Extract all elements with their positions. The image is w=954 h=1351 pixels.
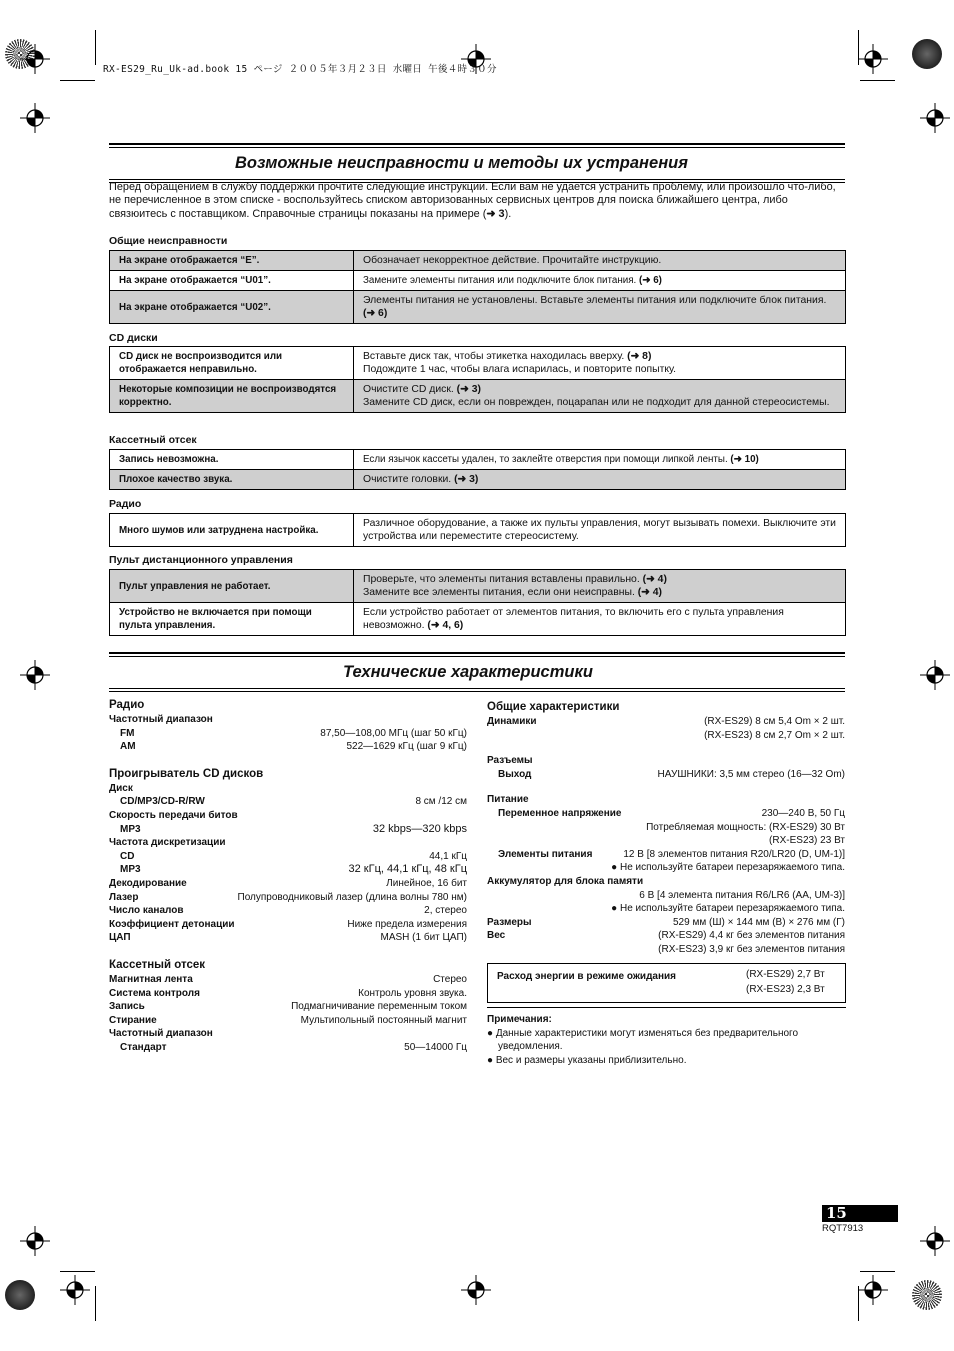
- registration-mark: [60, 1275, 90, 1305]
- solution-cell: Различное оборудование, а также их пульты управления, могут вызывать помехи. Выключите эти устройства или переместите стереосистему.: [354, 514, 846, 547]
- spec-key: Частотный диапазон: [109, 1028, 213, 1040]
- spec-value: Потребляемая мощность: (RX-ES29) 30 Вт: [646, 821, 845, 833]
- solution-cell: Элементы питания не установлены. Вставьте элементы питания или подключите блок питания. (➜ 6): [354, 291, 846, 324]
- spec-row: [109, 836, 467, 850]
- solution-cell: Очистите головки. (➜ 3): [354, 470, 846, 490]
- spec-heading: Кассетный отсек: [109, 958, 206, 971]
- troubleshooting-table-cd: [109, 346, 846, 413]
- registration-mark: [920, 1226, 950, 1256]
- spec-row: [487, 861, 845, 875]
- spec-row: [109, 904, 467, 918]
- section-label-cassette: Кассетный отсек: [109, 434, 197, 446]
- spec-value: Полупроводниковый лазер (длина волны 780 нм): [237, 891, 467, 903]
- problem-cell: Много шумов или затруднена настройка.: [110, 514, 354, 547]
- spec-row: [487, 848, 845, 862]
- crop-line: [95, 1286, 96, 1321]
- spec-row: [109, 931, 467, 945]
- spec-value: 6 В [4 элемента питания R6/LR6 (AA, UM-3)]: [639, 889, 845, 901]
- spec-key: Динамики: [487, 716, 537, 727]
- spec-value: Мультипольный постоянный магнит: [300, 1014, 467, 1026]
- problem-cell: На экране отображается “U02”.: [110, 291, 354, 324]
- spec-key: AM: [120, 741, 136, 753]
- registration-mark: [20, 44, 50, 74]
- spec-row: [109, 973, 467, 987]
- spec-row: [109, 713, 467, 727]
- spec-value: (RX-ES23) 3,9 кг без элементов питания: [658, 943, 845, 955]
- spec-row: [487, 929, 845, 943]
- note-item: ● Данные характеристики могут изменяться без предварительного уведомления.: [487, 1027, 799, 1053]
- spec-value: 32 кГц, 44,1 кГц, 48 кГц: [348, 863, 467, 876]
- spec-row: [487, 715, 845, 729]
- spec-key: Разъемы: [487, 755, 533, 767]
- troubleshooting-row: [110, 450, 846, 470]
- standby-value: (RX-ES23) 2,3 Вт: [746, 984, 825, 995]
- file-header: RX-ES29_Ru_Uk-ad.book 15 ページ ２００５年３月２３日 水曜日 午後４時３０分: [103, 64, 497, 75]
- spec-key: Элементы питания: [498, 848, 593, 860]
- troubleshooting-row: [110, 380, 846, 413]
- spec-value: Стерео: [433, 973, 467, 985]
- note-item: ● Вес и размеры указаны приблизительно.: [487, 1054, 687, 1066]
- spec-value: НАУШНИКИ: 3,5 мм стерео (16—32 Om): [657, 768, 845, 780]
- spec-key: Частота дискретизации: [109, 837, 226, 849]
- specs-left-column: [109, 697, 467, 1054]
- spec-row: [109, 782, 467, 796]
- spec-row: [109, 1000, 467, 1014]
- spec-row: [487, 793, 845, 807]
- troubleshooting-table-radio: [109, 513, 846, 547]
- spec-key: Стандарт: [120, 1041, 167, 1053]
- spec-row: [487, 902, 845, 916]
- crop-line: [60, 80, 95, 81]
- spec-key: Питание: [487, 794, 529, 806]
- spec-row: [109, 1027, 467, 1041]
- registration-mark: [858, 44, 888, 74]
- spec-row: [109, 877, 467, 891]
- intro-paragraph: Перед обращением в службу поддержки прочтите следующие инструкции. Если вам не удается устранить проблему, или произошло что-либо, не перечисленное в этом списке - воспользуйтесь списком авторизованных сервисных центров для поиска ближайшего центра, либо связюитесь с поставщиком. Справочные страницы показаны на примере (➜ 3).: [109, 181, 836, 220]
- spec-heading: Общие характеристики: [487, 701, 620, 713]
- notes-divider: [487, 1007, 846, 1008]
- registration-mark: [920, 103, 950, 133]
- spec-value: 2, стерео: [424, 905, 467, 917]
- specs-right-column: [487, 699, 845, 957]
- crop-line: [858, 30, 859, 65]
- spec-value: 230—240 В, 50 Гц: [761, 807, 845, 819]
- spec-key: Аккумулятор для блока памяти: [487, 875, 644, 887]
- spec-row: [487, 729, 845, 743]
- troubleshooting-row: [110, 291, 846, 324]
- model-code: RQT7913: [822, 1223, 864, 1234]
- spec-value: Подмагничивание переменным током: [291, 1001, 467, 1013]
- spec-value: 50—14000 Гц: [404, 1041, 467, 1053]
- spec-value: Линейное, 16 бит: [386, 877, 467, 889]
- problem-cell: Запись невозможна.: [110, 450, 354, 470]
- notes-heading: Примечания:: [487, 1014, 552, 1025]
- spec-row: [109, 863, 467, 877]
- solution-cell: Очистите CD диск. (➜ 3) Замените CD диск, если он поврежден, поцарапан или не подходит для данной стереосистемы.: [354, 380, 846, 413]
- spec-row: [109, 987, 467, 1001]
- troubleshooting-table-remote: [109, 569, 846, 636]
- spec-key: Коэффициент детонации: [109, 918, 235, 930]
- spec-row: [109, 795, 467, 809]
- crop-line: [60, 1271, 95, 1272]
- troubleshooting-row: [110, 514, 846, 547]
- spec-key: Переменное напряжение: [498, 807, 622, 819]
- spec-key: CD/MP3/CD-R/RW: [120, 796, 205, 808]
- spec-key: Число каналов: [109, 905, 184, 917]
- spec-value: (RX-ES29) 4,4 кг без элементов питания: [658, 930, 845, 942]
- registration-mark: [858, 1275, 888, 1305]
- spec-value: 8 см /12 см: [415, 796, 467, 808]
- problem-cell: Некоторые композиции не воспроизводятся корректно.: [110, 380, 354, 413]
- page-number: 15: [826, 1204, 847, 1222]
- crop-line: [860, 1271, 895, 1272]
- spec-key: Запись: [109, 1001, 145, 1013]
- spec-key: Лазер: [109, 891, 139, 903]
- solution-cell: Проверьте, что элементы питания вставлены правильно. (➜ 4) Замените все элементы питания, если они неисправны. (➜ 4): [354, 570, 846, 603]
- troubleshooting-title-band: [109, 143, 845, 183]
- spec-key: MP3: [120, 864, 141, 876]
- standby-value: (RX-ES29) 2,7 Вт: [746, 969, 825, 980]
- notes: [487, 1013, 844, 1067]
- standby-power-box: [487, 963, 846, 1003]
- spec-row: [487, 807, 845, 821]
- spec-value: 522—1629 кГц (шаг 9 кГц): [346, 741, 467, 753]
- spec-row: [109, 1014, 467, 1028]
- solution-cell: Вставьте диск так, чтобы этикетка находилась вверху. (➜ 8) Подождите 1 час, чтобы влага испарилась, и повторите попытку.: [354, 347, 846, 380]
- specs-title: Технические характеристики: [343, 662, 593, 681]
- registration-mark: [461, 1275, 491, 1305]
- spec-key: Выход: [498, 768, 532, 780]
- spec-key: ЦАП: [109, 932, 131, 944]
- solution-cell: Замените элементы питания или подключите блок питания. (➜ 6): [354, 271, 846, 291]
- solution-cell: Обозначает некорректное действие. Прочитайте инструкцию.: [354, 251, 846, 271]
- spec-heading: Проигрыватель CD дисков: [109, 767, 264, 780]
- troubleshooting-row: [110, 570, 846, 603]
- problem-cell: Плохое качество звука.: [110, 470, 354, 490]
- spec-row: [487, 821, 845, 835]
- problem-cell: Устройство не включается при помощи пульта управления.: [110, 603, 354, 636]
- density-mark-bottom-left: [5, 1280, 35, 1310]
- troubleshooting-row: [110, 470, 846, 490]
- spec-value: (RX-ES29) 8 см 5,4 Om × 2 шт.: [704, 716, 845, 727]
- spec-row: [487, 754, 845, 768]
- spec-row: [109, 809, 467, 823]
- spec-key: Размеры: [487, 916, 532, 928]
- color-wheel-mark-bottom-right: [912, 1280, 942, 1310]
- spec-value: 87,50—108,00 МГц (шаг 50 кГц): [320, 727, 467, 739]
- spec-value: 32 kbps—320 kbps: [372, 822, 467, 835]
- section-label-general: Общие неисправности: [109, 235, 228, 247]
- spec-row: [487, 943, 845, 957]
- spec-value: (RX-ES23) 23 Вт: [769, 835, 845, 847]
- spec-key: Магнитная лента: [109, 973, 193, 985]
- spec-row: [109, 918, 467, 932]
- spec-row: [109, 1041, 467, 1055]
- troubleshooting-row: [110, 251, 846, 271]
- spec-key: Стирание: [109, 1014, 157, 1026]
- spec-value: 529 мм (Ш) × 144 мм (В) × 276 мм (Г): [673, 916, 845, 928]
- crop-line: [860, 80, 895, 81]
- spec-key: MP3: [120, 823, 141, 835]
- troubleshooting-title: Возможные неисправности и методы их устранения: [235, 153, 688, 172]
- spec-key: Частотный диапазон: [109, 714, 213, 725]
- registration-mark: [920, 660, 950, 690]
- spec-row: [109, 823, 467, 837]
- troubleshooting-row: [110, 271, 846, 291]
- spec-value: Ниже предела измерения: [347, 918, 467, 930]
- solution-cell: Если язычок кассеты удален, то заклейте отверстия при помощи липкой ленты. (➜ 10): [354, 450, 846, 470]
- spec-key: Декодирование: [109, 877, 187, 889]
- spec-key: Диск: [109, 782, 133, 794]
- spec-heading: Радио: [109, 699, 145, 711]
- section-label-radio: Радио: [109, 498, 142, 510]
- troubleshooting-table-cassette: [109, 449, 846, 490]
- solution-cell: Если устройство работает от элементов питания, то включить его с пульта управления невозможно. (➜ 4, 6): [354, 603, 846, 636]
- troubleshooting-row: [110, 347, 846, 380]
- standby-label: Расход энергии в режиме ожидания: [497, 971, 676, 982]
- problem-cell: CD диск не воспроизводится или отображается неправильно.: [110, 347, 354, 380]
- spec-value: MASH (1 бит ЦАП): [380, 932, 467, 944]
- spec-value: ● Не используйте батареи перезаряжаемого типа.: [611, 862, 845, 874]
- spec-row: [487, 834, 845, 848]
- problem-cell: Пульт управления не работает.: [110, 570, 354, 603]
- spec-value: (RX-ES23) 8 см 2,7 Om × 2 шт.: [704, 729, 845, 741]
- spec-key: Вес: [487, 930, 506, 942]
- spec-value: 44,1 кГц: [429, 850, 467, 862]
- spec-row: [109, 727, 467, 741]
- spec-row: [109, 891, 467, 905]
- crop-line: [858, 1286, 859, 1321]
- problem-cell: На экране отображается “E”.: [110, 251, 354, 271]
- crop-line: [95, 30, 96, 65]
- spec-row: [487, 875, 845, 889]
- section-label-remote: Пульт дистанционного управления: [109, 554, 293, 566]
- spec-row: [487, 768, 845, 782]
- spec-row: [487, 916, 845, 930]
- spec-key: Скорость передачи битов: [109, 809, 238, 821]
- registration-mark: [20, 660, 50, 690]
- spec-row: [487, 889, 845, 903]
- spec-key: Система контроля: [109, 987, 200, 999]
- specs-title-band: [109, 652, 845, 692]
- troubleshooting-row: [110, 603, 846, 636]
- spec-key: CD: [120, 850, 135, 862]
- spec-value: 12 В [8 элементов питания R20/LR20 (D, UM-1)]: [623, 848, 845, 860]
- spec-row: [109, 850, 467, 864]
- problem-cell: На экране отображается “U01”.: [110, 271, 354, 291]
- density-mark-top-right: [912, 39, 942, 69]
- spec-value: ● Не используйте батареи перезаряжаемого типа.: [611, 903, 845, 915]
- registration-mark: [20, 103, 50, 133]
- troubleshooting-table-general: [109, 250, 846, 324]
- spec-value: Контроль уровня звука.: [358, 987, 467, 999]
- spec-row: [109, 740, 467, 754]
- section-label-cd: CD диски: [109, 332, 158, 344]
- spec-key: FM: [120, 727, 135, 739]
- registration-mark: [20, 1226, 50, 1256]
